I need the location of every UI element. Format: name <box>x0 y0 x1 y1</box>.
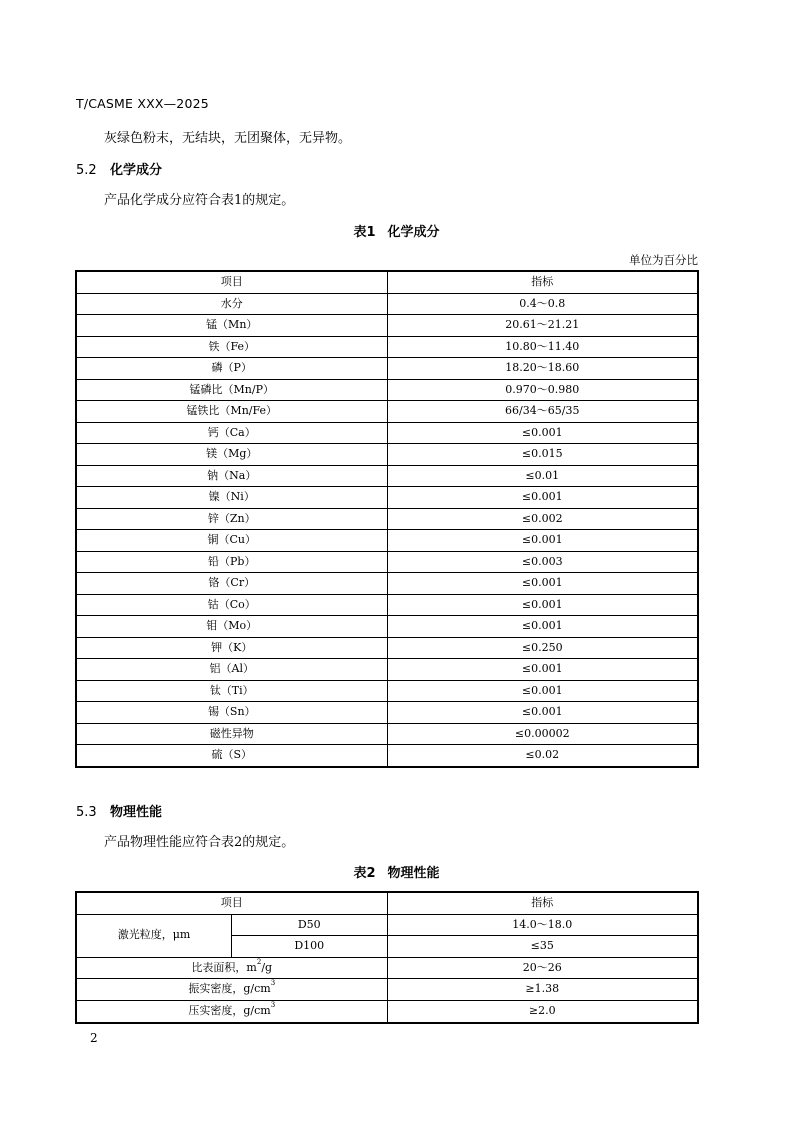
appearance-text: 灰绿色粉末，无结块，无团聚体，无异物。 <box>104 131 352 146</box>
item-cell: 钾（K） <box>76 637 387 659</box>
item-cell: 锰磷比（Mn/P） <box>76 379 387 401</box>
indicator-cell: ≤0.02 <box>387 745 698 767</box>
item-cell: 钛（Ti） <box>76 680 387 702</box>
d50-value: 14.0～18.0 <box>387 914 698 936</box>
d100-label: D100 <box>232 936 388 958</box>
section-5-3-text: 产品物理性能应符合表2的规定。 <box>104 835 295 850</box>
table-row <box>76 979 698 1001</box>
compaction-density-value: ≥2.0 <box>387 1000 698 1022</box>
item-cell: 铜（Cu） <box>76 530 387 552</box>
item-cell: 铁（Fe） <box>76 336 387 358</box>
table-header-row <box>76 892 698 914</box>
indicator-cell: 66/34～65/35 <box>387 401 698 423</box>
indicator-cell: 10.80～11.40 <box>387 336 698 358</box>
label-text: 压实密度，g/cm <box>188 1003 271 1017</box>
item-cell: 钠（Na） <box>76 465 387 487</box>
tap-density-label <box>76 979 387 1001</box>
specific-surface-area-label <box>76 957 387 979</box>
indicator-cell: ≤0.250 <box>387 637 698 659</box>
section-5-2-heading <box>76 159 162 178</box>
laser-particle-size-label: 激光粒度，μm <box>76 914 232 957</box>
indicator-cell: ≤0.001 <box>387 487 698 509</box>
table-row <box>76 594 698 616</box>
table1-caption-number: 表1 <box>353 225 376 240</box>
indicator-cell: ≤0.001 <box>387 659 698 681</box>
table-header-row <box>76 271 698 293</box>
table-row <box>76 444 698 466</box>
table1-caption <box>0 221 793 240</box>
section-title: 物理性能 <box>110 805 163 820</box>
table1-unit-note: 单位为百分比 <box>629 253 698 267</box>
indicator-cell: ≤0.001 <box>387 594 698 616</box>
table-row <box>76 637 698 659</box>
chemical-composition-table <box>75 270 699 768</box>
table-row <box>76 336 698 358</box>
item-cell: 铬（Cr） <box>76 573 387 595</box>
item-cell: 镁（Mg） <box>76 444 387 466</box>
table-row <box>76 680 698 702</box>
table-row <box>76 401 698 423</box>
superscript: 3 <box>270 1000 276 1009</box>
indicator-cell: ≤0.001 <box>387 422 698 444</box>
item-cell: 锰（Mn） <box>76 315 387 337</box>
label-text: 比表面积，m <box>191 960 257 974</box>
superscript: 2 <box>256 957 262 966</box>
item-cell: 铅（Pb） <box>76 551 387 573</box>
physical-properties-table <box>75 891 699 1024</box>
table-row <box>76 957 698 979</box>
table2-caption-title: 物理性能 <box>387 866 440 881</box>
item-cell: 钴（Co） <box>76 594 387 616</box>
table-row <box>76 422 698 444</box>
table-row <box>76 465 698 487</box>
table-row <box>76 745 698 767</box>
indicator-cell: 20.61～21.21 <box>387 315 698 337</box>
superscript: 3 <box>270 979 276 988</box>
table-row <box>76 358 698 380</box>
indicator-cell: 0.970～0.980 <box>387 379 698 401</box>
section-title: 化学成分 <box>110 163 163 178</box>
table-row <box>76 379 698 401</box>
header-item: 项目 <box>76 271 387 293</box>
table-row <box>76 508 698 530</box>
item-cell: 镍（Ni） <box>76 487 387 509</box>
indicator-cell: ≤0.01 <box>387 465 698 487</box>
indicator-cell: ≤0.001 <box>387 702 698 724</box>
item-cell: 磷（P） <box>76 358 387 380</box>
indicator-cell: 0.4～0.8 <box>387 293 698 315</box>
header-item: 项目 <box>76 892 387 914</box>
chemical-composition-table-body <box>76 271 698 767</box>
indicator-cell: 18.20～18.60 <box>387 358 698 380</box>
table-row <box>76 293 698 315</box>
table1-caption-title: 化学成分 <box>387 225 440 240</box>
item-cell: 铝（Al） <box>76 659 387 681</box>
indicator-cell: ≤0.001 <box>387 680 698 702</box>
table-row <box>76 573 698 595</box>
item-cell: 硫（S） <box>76 745 387 767</box>
label-text: 振实密度，g/cm <box>188 982 271 996</box>
indicator-cell: ≤0.00002 <box>387 723 698 745</box>
indicator-cell: ≤0.001 <box>387 616 698 638</box>
table-row <box>76 723 698 745</box>
tap-density-value: ≥1.38 <box>387 979 698 1001</box>
table-row <box>76 487 698 509</box>
compaction-density-label <box>76 1000 387 1022</box>
page-number: 2 <box>90 1031 98 1045</box>
section-number: 5.3 <box>76 805 97 820</box>
item-cell: 钙（Ca） <box>76 422 387 444</box>
d50-label: D50 <box>232 914 388 936</box>
item-cell: 钼（Mo） <box>76 616 387 638</box>
table-row <box>76 1000 698 1022</box>
item-cell: 锰铁比（Mn/Fe） <box>76 401 387 423</box>
table-row <box>76 659 698 681</box>
header-indicator: 指标 <box>387 271 698 293</box>
table-row <box>76 315 698 337</box>
table2-caption-number: 表2 <box>353 866 376 881</box>
table-row <box>76 914 698 936</box>
item-cell: 水分 <box>76 293 387 315</box>
item-cell: 磁性异物 <box>76 723 387 745</box>
table-row <box>76 616 698 638</box>
item-cell: 锡（Sn） <box>76 702 387 724</box>
section-5-3-heading <box>76 801 162 820</box>
section-number: 5.2 <box>76 163 97 178</box>
indicator-cell: ≤0.003 <box>387 551 698 573</box>
header-indicator: 指标 <box>387 892 698 914</box>
section-5-2-text: 产品化学成分应符合表1的规定。 <box>104 193 295 208</box>
table-row <box>76 551 698 573</box>
indicator-cell: ≤0.015 <box>387 444 698 466</box>
table-row <box>76 702 698 724</box>
indicator-cell: ≤0.001 <box>387 530 698 552</box>
d100-value: ≤35 <box>387 936 698 958</box>
document-code-header: T/CASME XXX—2025 <box>76 96 209 111</box>
table-row <box>76 530 698 552</box>
indicator-cell: ≤0.002 <box>387 508 698 530</box>
item-cell: 锌（Zn） <box>76 508 387 530</box>
specific-surface-area-value: 20～26 <box>387 957 698 979</box>
indicator-cell: ≤0.001 <box>387 573 698 595</box>
label-text: /g <box>261 960 273 974</box>
table2-caption <box>0 862 793 881</box>
